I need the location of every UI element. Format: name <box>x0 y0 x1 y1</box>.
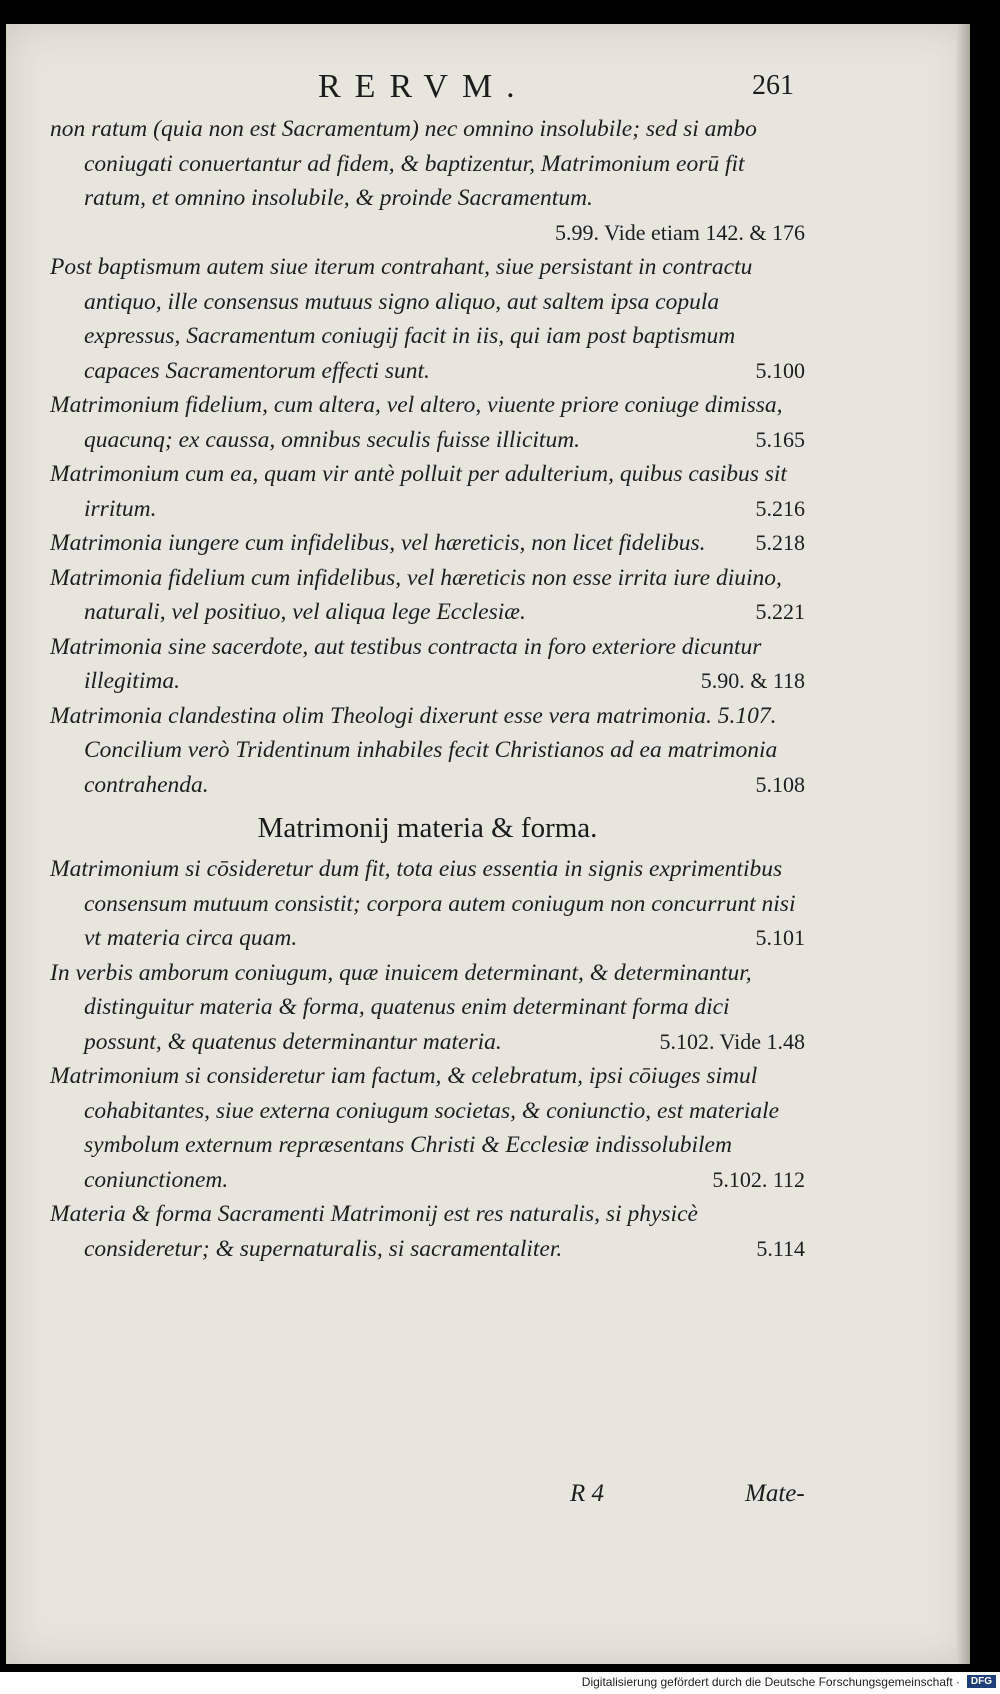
index-entry <box>50 956 805 1060</box>
entry-reference: 5.216 <box>755 495 805 521</box>
entry-text: Matrimonia fidelium cum infidelibus, vel hæreticis non esse irrita iure diuino, naturali, vel positiuo, vel aliqua lege Ecclesiæ. <box>50 564 782 625</box>
entry-text: non ratum (quia non est Sacramentum) nec omnino insolubile; sed si ambo coniugati conuertantur ad fidem, & baptizentur, Matrimonium eorū fit ratum, et omnino insolubile, & proinde Sacramentum. <box>50 116 757 211</box>
page-edge <box>956 24 970 1664</box>
digitization-bar <box>0 1672 1000 1694</box>
index-entry <box>50 388 805 457</box>
index-entries <box>50 112 805 1266</box>
catchword: Mate- <box>745 1480 805 1507</box>
entry-text: In verbis amborum coniugum, quæ inuicem determinant, & determinantur, distinguitur materia & forma, quatenus enim determinant forma dici possunt, & quatenus determinantur materia. <box>50 959 752 1055</box>
running-head: RERVM. <box>318 68 529 105</box>
index-entry <box>50 699 805 803</box>
entry-reference: 5.114 <box>756 1235 805 1261</box>
signature-mark: R 4 <box>570 1480 605 1507</box>
entry-text: Materia & forma Sacramenti Matrimonij est res naturalis, si physicè consideretur; & supernaturalis, si sacramentaliter. <box>50 1201 698 1262</box>
index-entry <box>50 250 805 388</box>
entry-text: Matrimonia iungere cum infidelibus, vel hæreticis, non licet fidelibus. <box>50 530 706 556</box>
page-number: 261 <box>752 70 794 101</box>
index-entry <box>50 630 805 699</box>
entry-reference: 5.100 <box>755 357 805 383</box>
entry-reference: 5.102. 112 <box>712 1166 805 1192</box>
entry-reference: 5.101 <box>755 925 805 950</box>
entry-text: Post baptismum autem siue iterum contrahant, siue persistant in contractu antiquo, ille consensus mutuus signo aliquo, aut saltem ipsa copula expressus, Sacramentum coniugij facit in iis, qui iam post baptismum capaces Sacramentorum effecti sunt. <box>50 254 753 384</box>
page-footer <box>0 1480 1000 1520</box>
entry-reference: 5.221 <box>755 599 805 624</box>
index-entry <box>50 852 805 956</box>
digitization-notice: Digitalisierung gefördert durch die Deutsche Forschungsgemeinschaft · <box>581 1675 960 1689</box>
entry-reference: 5.218 <box>755 530 805 555</box>
entry-text: Matrimonium si cōsideretur dum fit, tota eius essentia in signis exprimentibus consensum mutuum consistit; corpora autem coniugum non concurrunt nisi vt materia circa quam. <box>50 856 796 951</box>
index-entry <box>50 1197 805 1266</box>
entry-reference: 5.108 <box>755 771 805 797</box>
index-entry <box>50 1059 805 1197</box>
index-entry <box>50 112 805 250</box>
entry-reference: 5.90. & 118 <box>700 668 805 693</box>
entry-text: Matrimonia sine sacerdote, aut testibus contracta in foro exteriore dicuntur illegitima. <box>50 633 762 694</box>
entry-reference: 5.165 <box>755 426 805 452</box>
entries-bottom <box>50 852 805 1266</box>
entry-reference: 5.99. Vide etiam 142. & 176 <box>554 219 805 245</box>
entry-reference: 5.102. Vide 1.48 <box>659 1028 805 1054</box>
entries-top <box>50 112 805 802</box>
dfg-logo-icon: DFG <box>967 1675 996 1688</box>
entry-text: Matrimonium fidelium, cum altera, vel altero, viuente priore coniuge dimissa, quacunq; ex caussa, omnibus seculis fuisse illicitum. <box>50 392 783 453</box>
page-header <box>0 68 1000 108</box>
index-entry <box>50 457 805 526</box>
entry-text: Matrimonium si consideretur iam factum, & celebratum, ipsi cōiuges simul cohabitantes, siue externa coniugum societas, & coniunctio, est materiale symbolum externum repræsentans Christi & Ecclesiæ indissolubilem coniunctionem. <box>50 1063 780 1193</box>
entry-text: Matrimonia clandestina olim Theologi dixerunt esse vera matrimonia. 5.107. Concilium verò Tridentinum inhabiles fecit Christianos ad ea matrimonia contrahenda. <box>50 702 778 798</box>
index-entry <box>50 561 805 630</box>
section-heading: Matrimonij materia & forma. <box>257 812 598 844</box>
entry-text: Matrimonium cum ea, quam vir antè polluit per adulterium, quibus casibus sit irritum. <box>50 461 787 522</box>
index-entry <box>50 526 805 561</box>
